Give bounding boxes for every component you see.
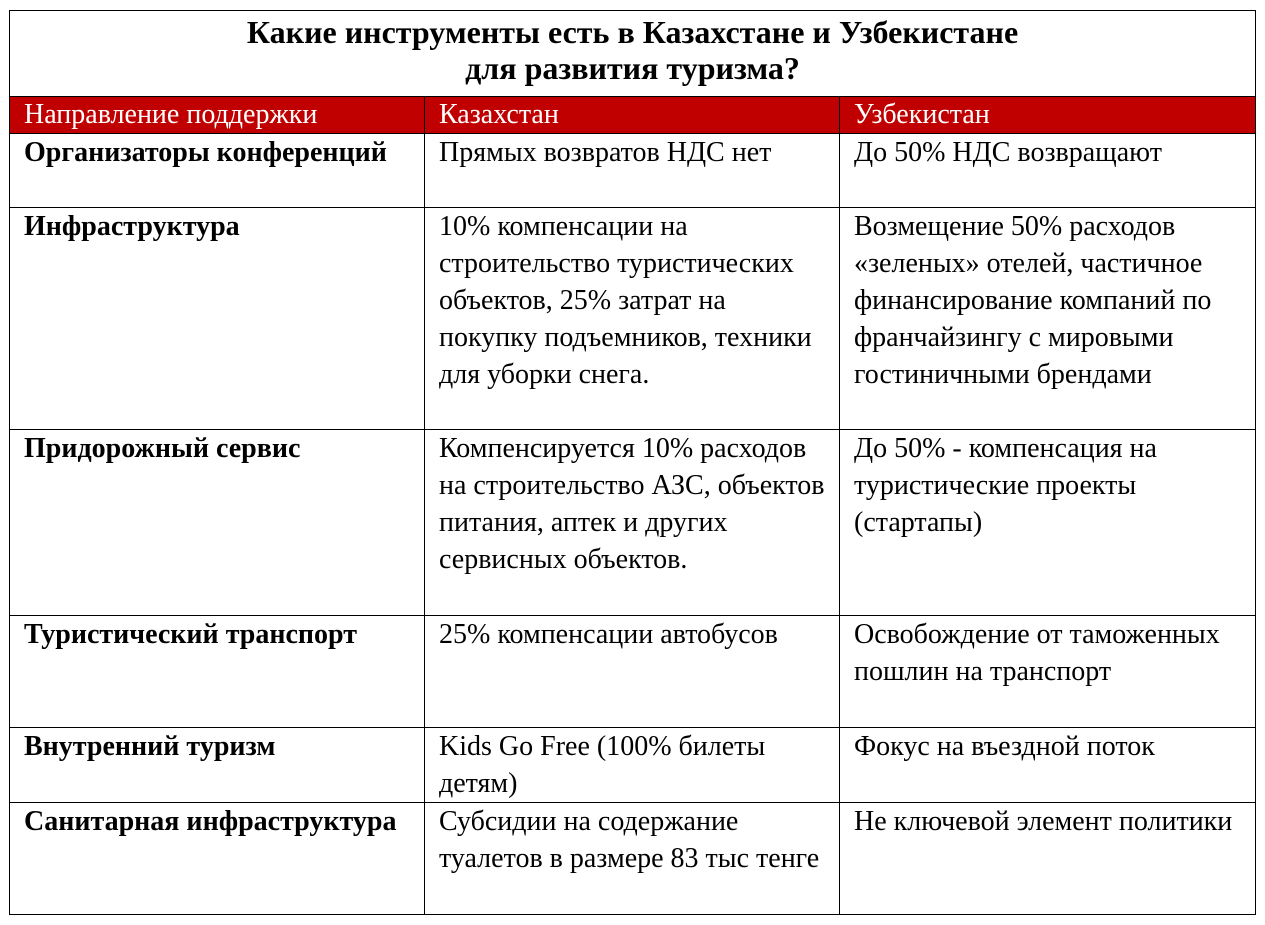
row-uzbekistan: Не ключевой элемент политики: [840, 803, 1256, 915]
title-line-2: для развития туризма?: [465, 50, 800, 86]
title-line-1: Какие инструменты есть в Казахстане и Узбекистане: [246, 14, 1019, 50]
row-direction: Придорожный сервис: [10, 430, 425, 616]
row-uzbekistan: Освобождение от таможенных пошлин на транспорт: [840, 616, 1256, 728]
support-tools-table: [9, 10, 1256, 915]
table-row: [10, 208, 1256, 430]
table-row: [10, 134, 1256, 208]
row-kazakhstan: Прямых возвратов НДС нет: [425, 134, 840, 208]
row-uzbekistan: Фокус на въездной поток: [840, 728, 1256, 803]
header-kazakhstan: Казахстан: [425, 97, 840, 134]
row-direction: Инфраструктура: [10, 208, 425, 430]
table-row: [10, 616, 1256, 728]
row-direction: Санитарная инфраструктура: [10, 803, 425, 915]
row-kazakhstan: Kids Go Free (100% билеты детям): [425, 728, 840, 803]
row-uzbekistan: До 50% НДС возвращают: [840, 134, 1256, 208]
table-row: [10, 803, 1256, 915]
row-kazakhstan: 25% компенсации автобусов: [425, 616, 840, 728]
header-row: [10, 97, 1256, 134]
row-direction: Внутренний туризм: [10, 728, 425, 803]
header-uzbekistan: Узбекистан: [840, 97, 1256, 134]
table-title: [10, 11, 1256, 97]
row-kazakhstan: Субсидии на содержание туалетов в размере 83 тыс тенге: [425, 803, 840, 915]
row-uzbekistan: До 50% - компенсация на туристические проекты (стартапы): [840, 430, 1256, 616]
title-row: [10, 11, 1256, 97]
row-kazakhstan: Компенсируется 10% расходов на строительство АЗС, объектов питания, аптек и других сервисных объектов.: [425, 430, 840, 616]
table-row: [10, 430, 1256, 616]
header-direction: Направление поддержки: [10, 97, 425, 134]
row-uzbekistan: Возмещение 50% расходов «зеленых» отелей, частичное финансирование компаний по франчайзингу с мировыми гостиничными брендами: [840, 208, 1256, 430]
row-direction: Организаторы конференций: [10, 134, 425, 208]
row-direction: Туристический транспорт: [10, 616, 425, 728]
row-kazakhstan: 10% компенсации на строительство туристических объектов, 25% затрат на покупку подъемников, техники для уборки снега.: [425, 208, 840, 430]
table-row: [10, 728, 1256, 803]
